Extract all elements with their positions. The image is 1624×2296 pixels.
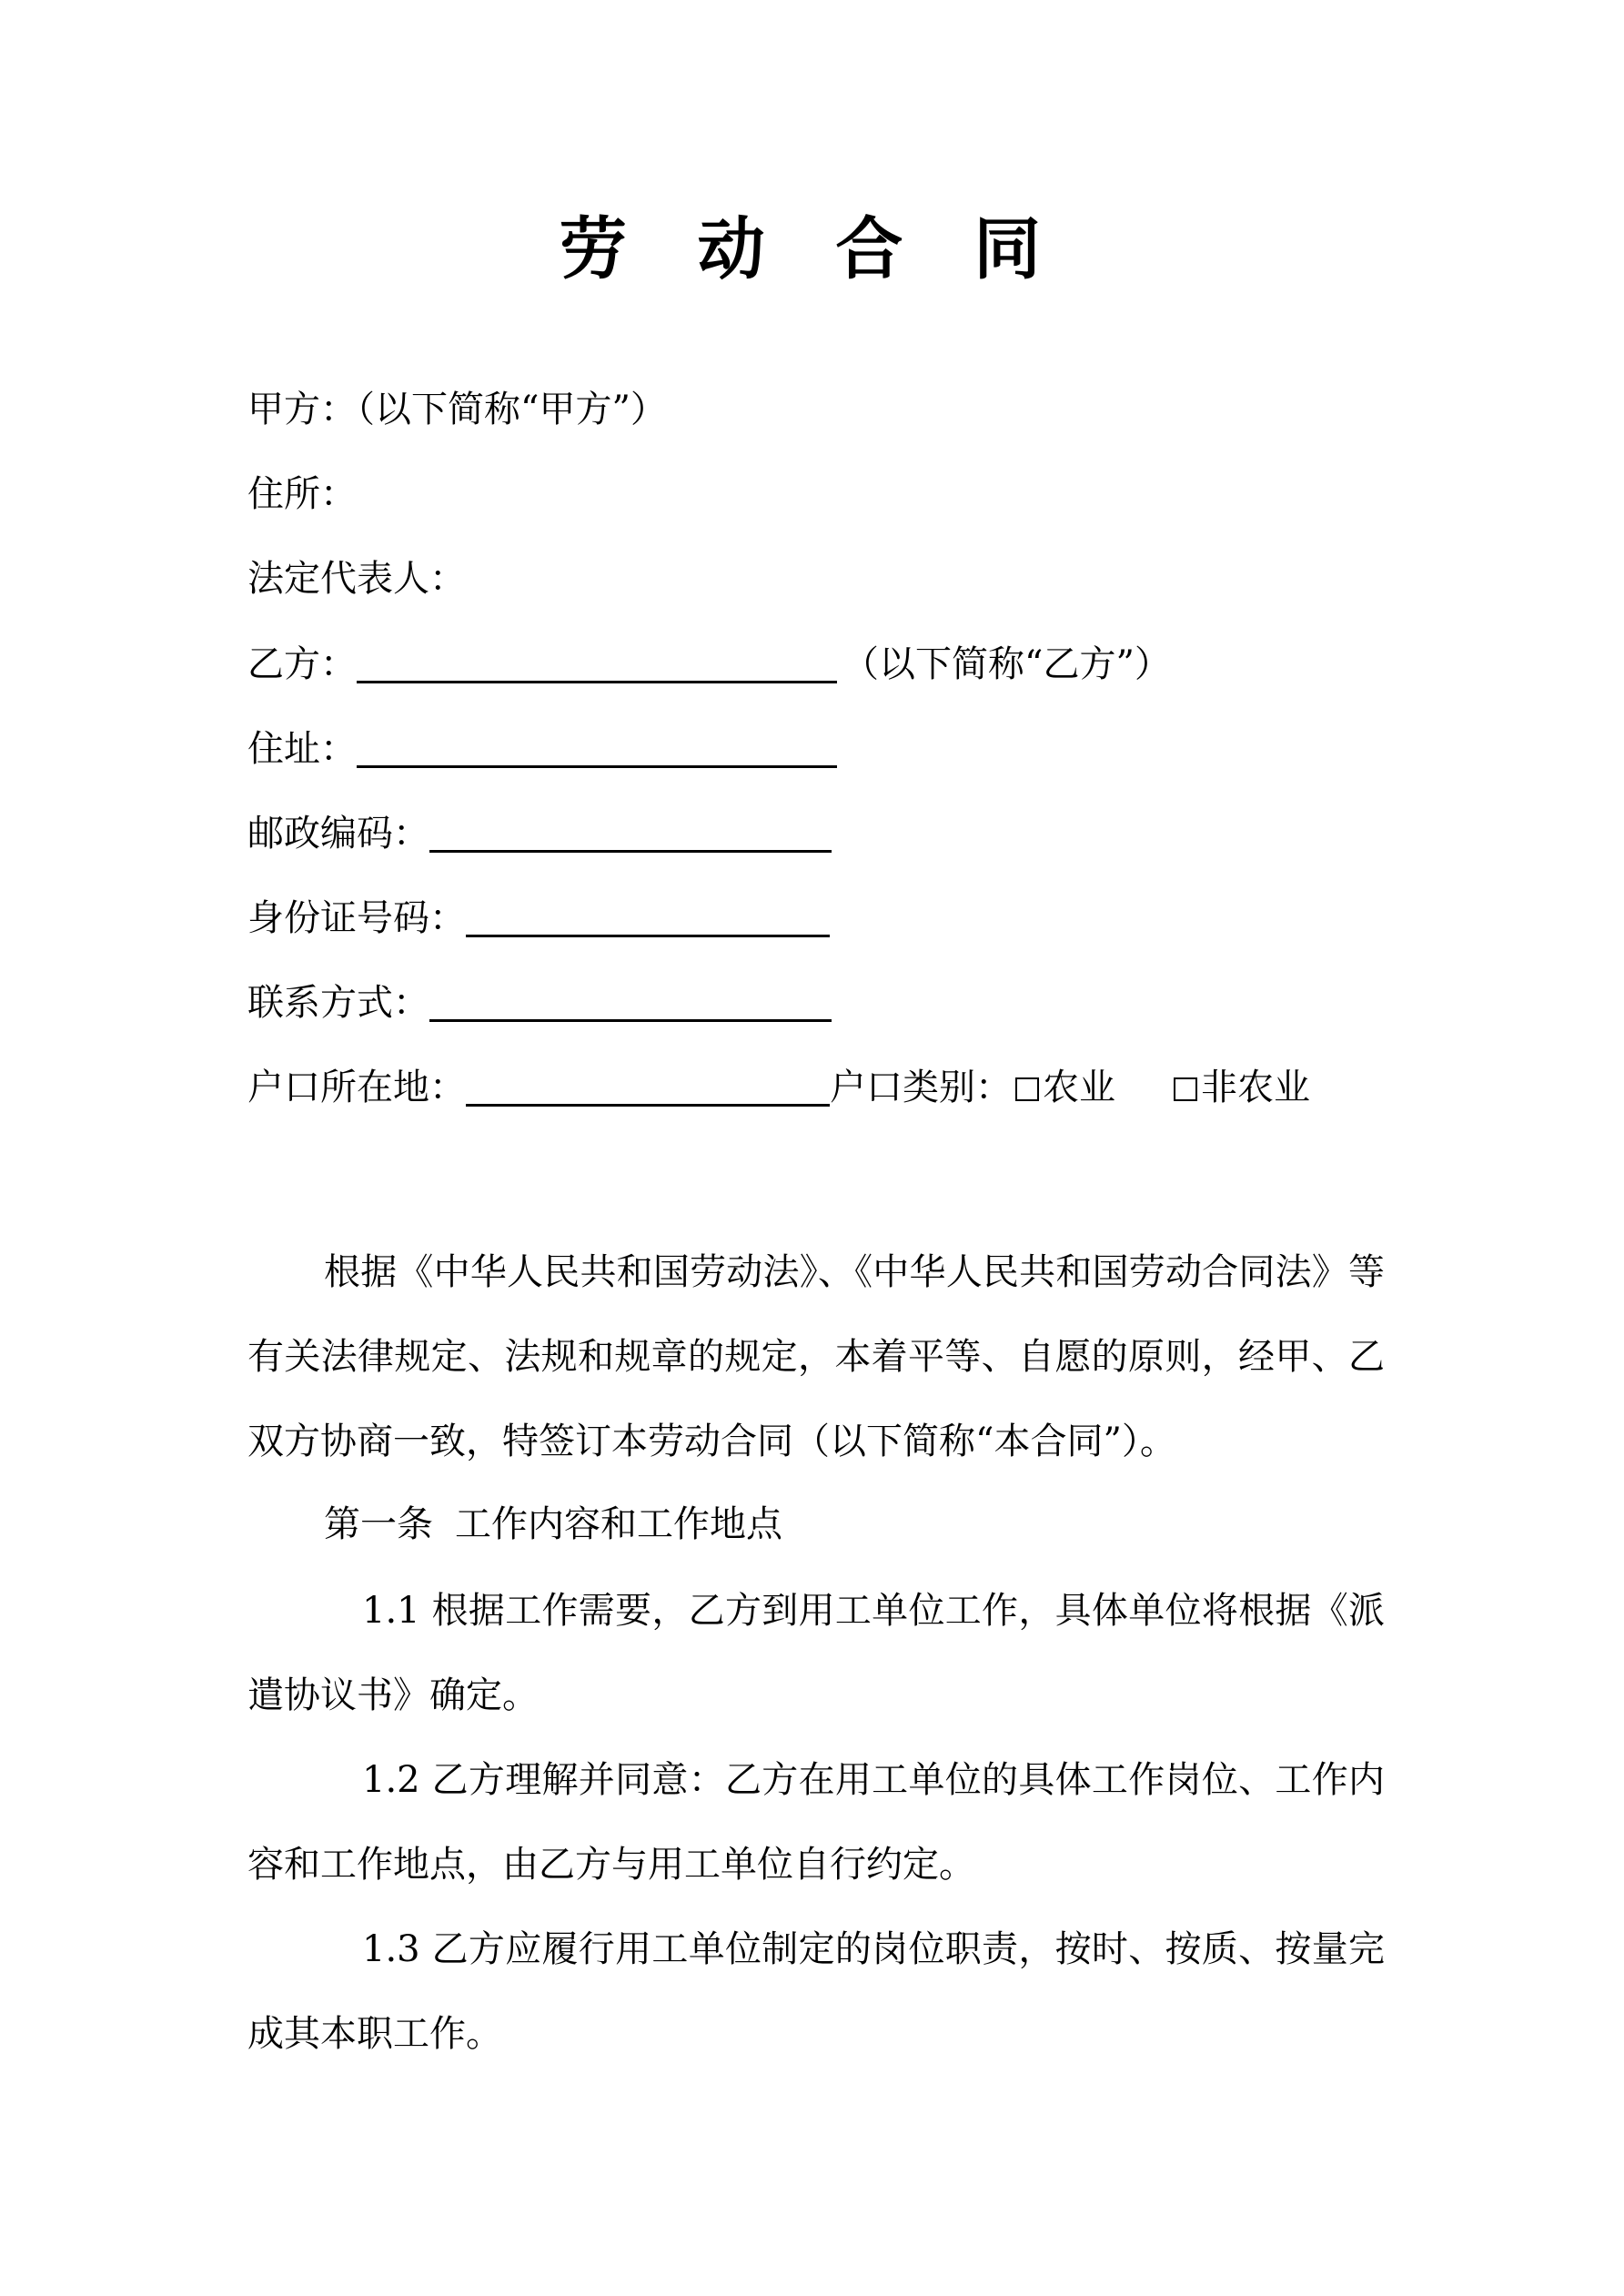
clause-1-1: 1.1 根据工作需要，乙方到用工单位工作，具体单位将根据《派遣协议书》确定。 <box>247 1590 1385 1716</box>
party-a-rep-line <box>247 556 466 602</box>
postcode-label: 邮政编码： <box>247 813 429 855</box>
hukou-option-non-agricultural[interactable] <box>1170 1065 1310 1110</box>
hukou-type-label: 户口类别： <box>830 1067 1012 1108</box>
party-b-address-label: 住址： <box>247 728 357 770</box>
postcode-blank[interactable] <box>429 814 832 853</box>
party-b-line <box>247 642 1171 687</box>
party-b-address-blank[interactable] <box>357 729 837 768</box>
article-1-number: 第一条 <box>324 1503 433 1545</box>
party-a-rep-label: 法定代表人： <box>247 558 466 600</box>
article-1-heading <box>324 1502 782 1547</box>
party-b-label: 乙方： <box>247 643 357 685</box>
clause-1-3: 1.3 乙方应履行用工单位制定的岗位职责，按时、按质、按量完成其本职工作。 <box>247 1928 1385 2055</box>
hukou-option-agricultural[interactable] <box>1012 1065 1115 1110</box>
checkbox-icon[interactable] <box>1174 1077 1197 1101</box>
clause-1-2: 1.2 乙方理解并同意：乙方在用工单位的具体工作岗位、工作内容和工作地点，由乙方与用工单位自行约定。 <box>247 1759 1385 1886</box>
preamble-paragraph: 根据《中华人民共和国劳动法》、《中华人民共和国劳动合同法》等有关法律规定、法规和规章的规定，本着平等、自愿的原则，经甲、乙双方协商一致，特签订本劳动合同（以下简称“本合同”）。 <box>247 1251 1385 1462</box>
hukou-option-label: 非农业 <box>1201 1067 1310 1108</box>
contact-label: 联系方式： <box>247 982 429 1024</box>
postcode-line <box>247 811 832 856</box>
hukou-label: 户口所在地： <box>247 1067 466 1108</box>
hukou-blank[interactable] <box>466 1067 830 1107</box>
party-a-label: 甲方：（以下简称“甲方”） <box>247 389 667 430</box>
contact-blank[interactable] <box>429 983 832 1022</box>
article-1-title: 工作内容和工作地点 <box>455 1503 782 1545</box>
party-b-address-line <box>247 726 837 772</box>
id-number-label: 身份证号码： <box>247 897 466 939</box>
party-b-name-blank[interactable] <box>357 644 837 683</box>
checkbox-icon[interactable] <box>1015 1077 1039 1101</box>
party-b-suffix: （以下简称“乙方”） <box>842 643 1171 685</box>
id-number-blank[interactable] <box>466 898 830 937</box>
party-a-address-line <box>247 471 357 517</box>
document-title: 劳 动 合 同 <box>559 210 1065 288</box>
contact-line <box>247 980 832 1026</box>
party-a-address-label: 住所： <box>247 473 357 515</box>
id-number-line <box>247 895 830 941</box>
party-a-line <box>247 387 667 432</box>
hukou-option-label: 农业 <box>1043 1067 1115 1108</box>
hukou-line <box>247 1065 1310 1110</box>
